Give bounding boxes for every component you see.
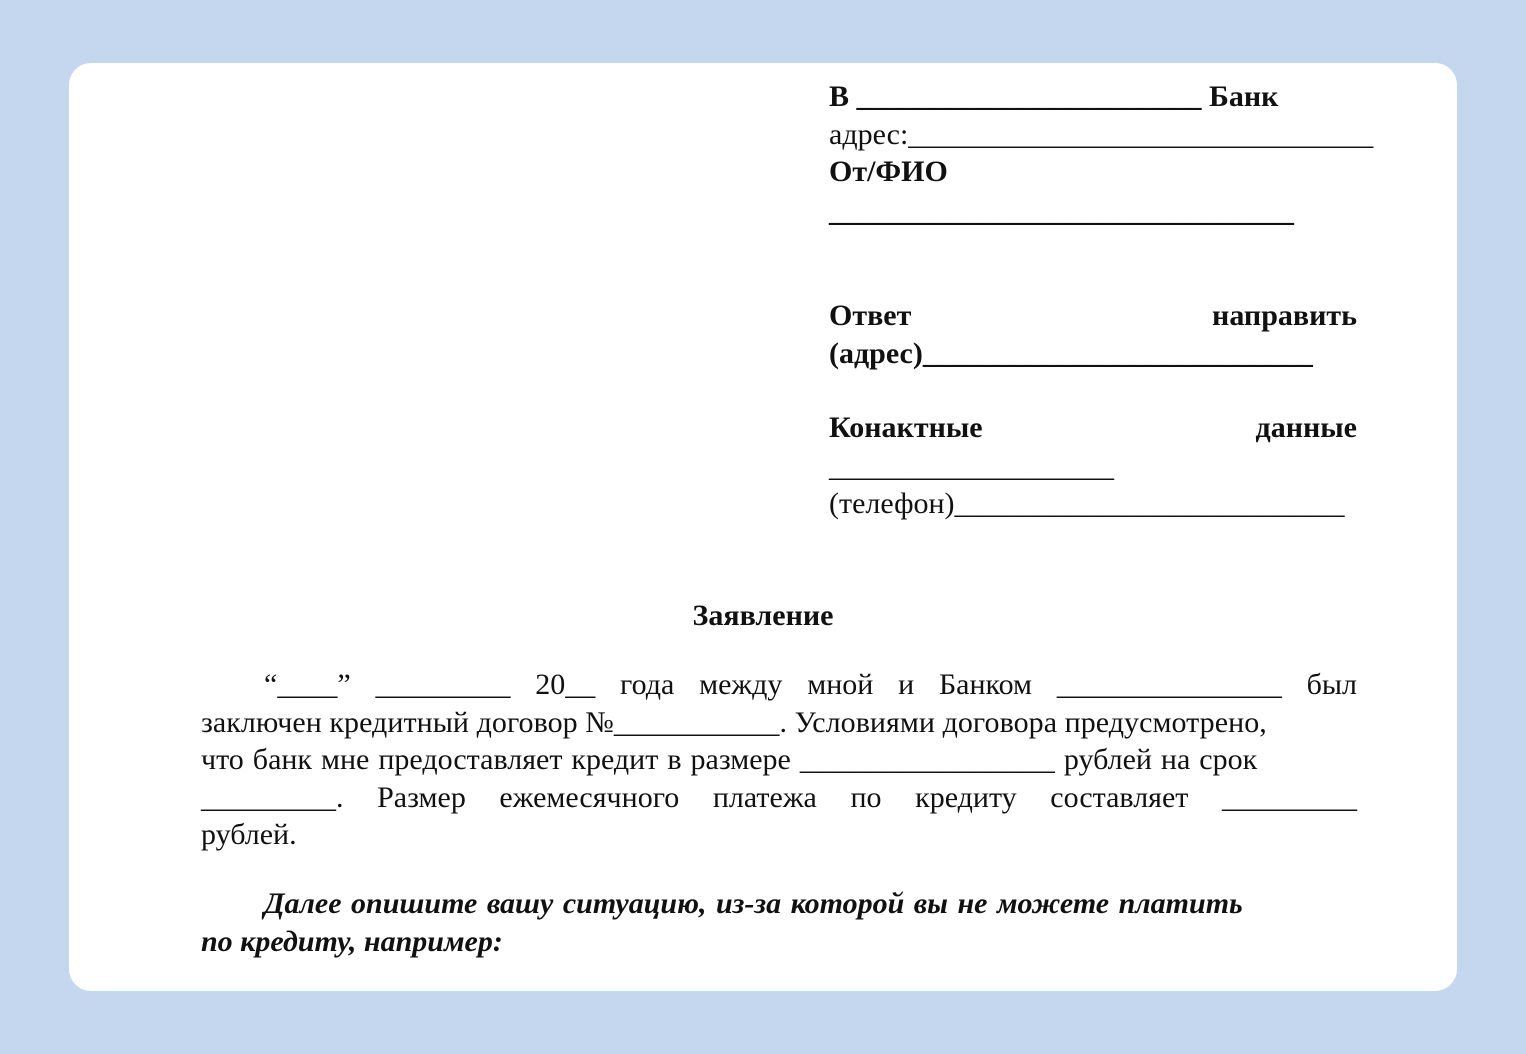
term-blank: _________. [201, 781, 344, 814]
word: и [898, 668, 915, 701]
word: года [620, 668, 675, 701]
paragraph-1-line-3: что банк мне предоставляет кредит в размере _________________ рублей на срок [201, 743, 1258, 776]
paragraph-2-line-2: по кредиту, например: [201, 925, 503, 958]
word: Размер [377, 781, 466, 814]
to-bank-line [829, 79, 1278, 115]
date-month-blank: _________ [375, 668, 511, 701]
word: между [699, 668, 783, 701]
word: по [850, 781, 882, 814]
paragraph-1-line-5: рублей. [201, 818, 297, 851]
contacts-line [829, 410, 1357, 446]
date-day-blank: “____” [264, 668, 351, 701]
paragraph-1-line-1 [264, 667, 1357, 703]
payment-blank: _________ [1222, 781, 1357, 814]
paragraph-1-line-4 [201, 780, 1357, 816]
from-fio-label: От/ФИО [829, 155, 948, 188]
word: Банком [938, 668, 1033, 701]
fio-blank: _______________________________ [829, 195, 1294, 228]
date-year: 20__ [535, 668, 596, 701]
paragraph-1-line-2: заключен кредитный договор №___________. Условиями договора предусмотрено, [201, 706, 1267, 739]
reply-word-2: направить [1212, 299, 1357, 332]
to-bank-blank: _______________________ [856, 80, 1202, 113]
phone-line: (телефон)__________________________ [829, 487, 1345, 520]
word: платежа [712, 781, 817, 814]
contacts-word-1: Конактные [829, 411, 983, 444]
to-bank-suffix: Банк [1209, 80, 1279, 113]
reply-line [829, 298, 1357, 334]
reply-address-line: (адрес)__________________________ [829, 337, 1313, 370]
contacts-blank: ___________________ [829, 450, 1114, 483]
document-title: Заявление [692, 599, 834, 632]
paragraph-2-line-1: Далее опишите вашу ситуацию, из-за которой вы не можете платить [264, 887, 1243, 920]
word: мной [807, 668, 874, 701]
word: был [1306, 668, 1357, 701]
bank-name-blank: _______________ [1056, 668, 1282, 701]
address-line: адрес:_______________________________ [829, 118, 1374, 151]
word: кредиту [915, 781, 1017, 814]
contacts-word-2: данные [1255, 411, 1357, 444]
word: составляет [1050, 781, 1189, 814]
reply-word-1: Ответ [829, 299, 912, 332]
word: ежемесячного [499, 781, 680, 814]
to-bank-prefix: В [829, 80, 850, 113]
